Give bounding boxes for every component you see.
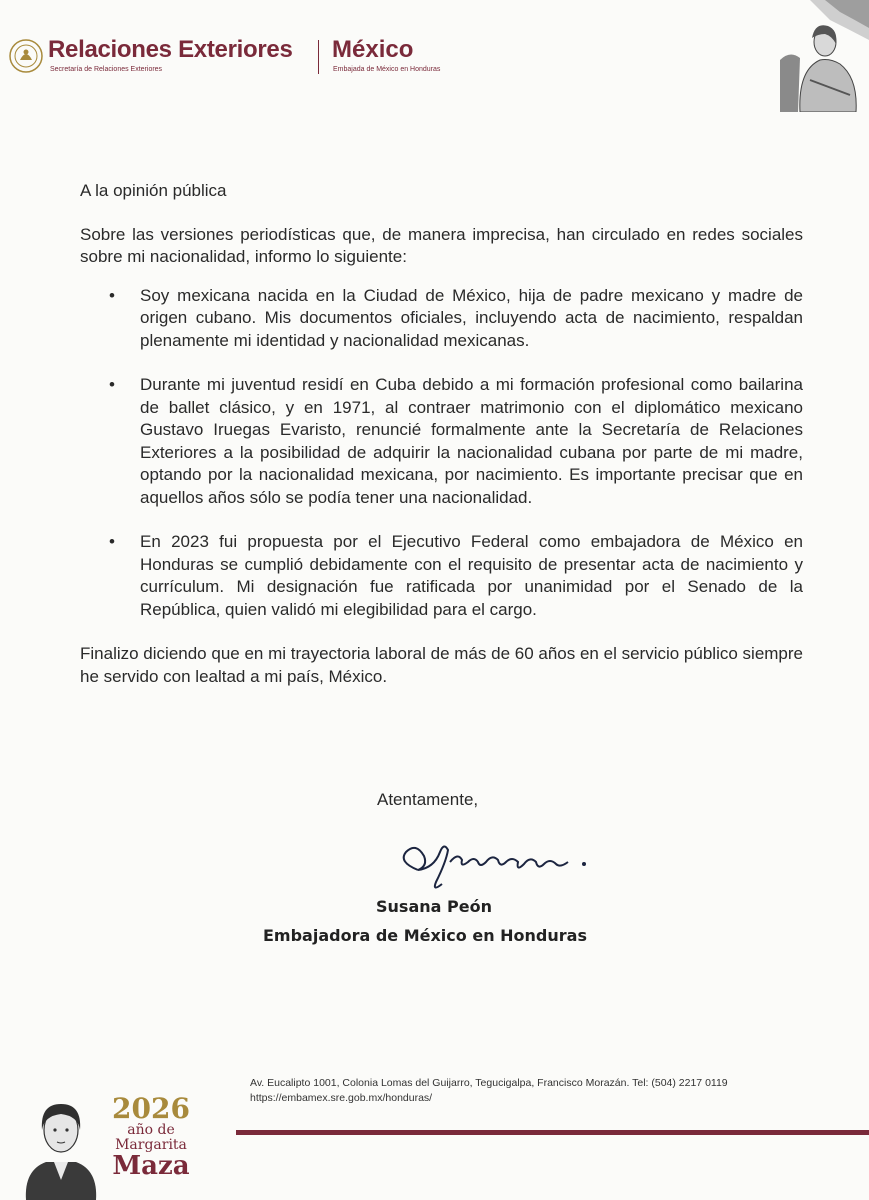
national-seal-icon <box>8 38 44 74</box>
year-line-2: Margarita <box>115 1137 187 1153</box>
year-name: Maza <box>112 1151 190 1181</box>
bullet-text: Soy mexicana nacida en la Ciudad de México, hija de padre mexicano y madre de origen cubano. Mis documentos oficiales, incluyendo acta de nacimiento, respaldan plenamente mi identidad y nacionalidad mexicanas. <box>140 285 803 350</box>
bullet-icon: • <box>109 285 115 305</box>
signer-name: Susana Peón <box>376 897 492 916</box>
handwritten-signature <box>388 822 628 902</box>
sre-title: Relaciones Exteriores <box>48 36 293 63</box>
footer-bar <box>236 1130 869 1135</box>
sign-off: Atentamente, <box>377 790 479 809</box>
commemorative-year-logo <box>106 1092 196 1181</box>
embassy-subtitle: Embajada de México en Honduras <box>333 66 441 73</box>
list-item <box>80 531 803 621</box>
intro-paragraph: Sobre las versiones periodísticas que, de manera imprecisa, han circulado en redes sociales sobre mi nacionalidad, informo lo siguiente: <box>80 224 803 266</box>
embassy-url[interactable]: https://embamex.sre.gob.mx/honduras/ <box>250 1092 433 1104</box>
closing-paragraph: Finalizo diciendo que en mi trayectoria laboral de más de 60 años en el servicio público siempre he servido con lealtad a mi país, México. <box>80 644 803 686</box>
bullet-text: Durante mi juventud residí en Cuba debido a mi formación profesional como bailarina de ballet clásico, y en 1971, al contraer matrimonio con el diplomático mexicano Gustavo Iruegas Evaristo, renuncié formalmente ante la Secretaría de Relaciones Exteriores a la posibilidad de adquirir la nacionalidad cubana por parte de mi madre, optando por la nacionalidad mexicana, por nacimiento. Es importante precisar que en aquellos años sólo se podía tener una nacionalidad. <box>140 375 803 507</box>
margarita-maza-portrait-icon <box>16 1090 106 1200</box>
bullet-text: En 2023 fui propuesta por el Ejecutivo Federal como embajadora de México en Honduras se cumplió debidamente con el requisito de presentar acta de nacimiento y currículum. Mi designación fue ratificada por unanimidad por el Senado de la República, quien validó mi elegibilidad para el cargo. <box>140 532 803 619</box>
letterhead <box>0 0 869 120</box>
list-item <box>80 374 803 509</box>
bullet-icon: • <box>109 532 115 551</box>
address-line: Av. Eucalipto 1001, Colonia Lomas del Guijarro, Tegucigalpa, Francisco Morazán. Tel: (504) 2217 0119 <box>250 1077 728 1089</box>
sre-subtitle: Secretaría de Relaciones Exteriores <box>50 66 163 73</box>
country-title: México <box>332 36 414 63</box>
bullet-icon: • <box>109 375 115 394</box>
letter-body <box>80 180 803 688</box>
year-line-1: año de <box>127 1122 175 1138</box>
patria-illustration-icon <box>770 0 869 112</box>
year-number: 2026 <box>112 1092 190 1125</box>
embassy-address <box>250 1076 728 1106</box>
bullet-list <box>80 285 803 622</box>
list-item <box>80 285 803 353</box>
header-divider <box>318 40 319 74</box>
greeting: A la opinión pública <box>80 181 227 200</box>
signer-title: Embajadora de México en Honduras <box>263 926 587 945</box>
